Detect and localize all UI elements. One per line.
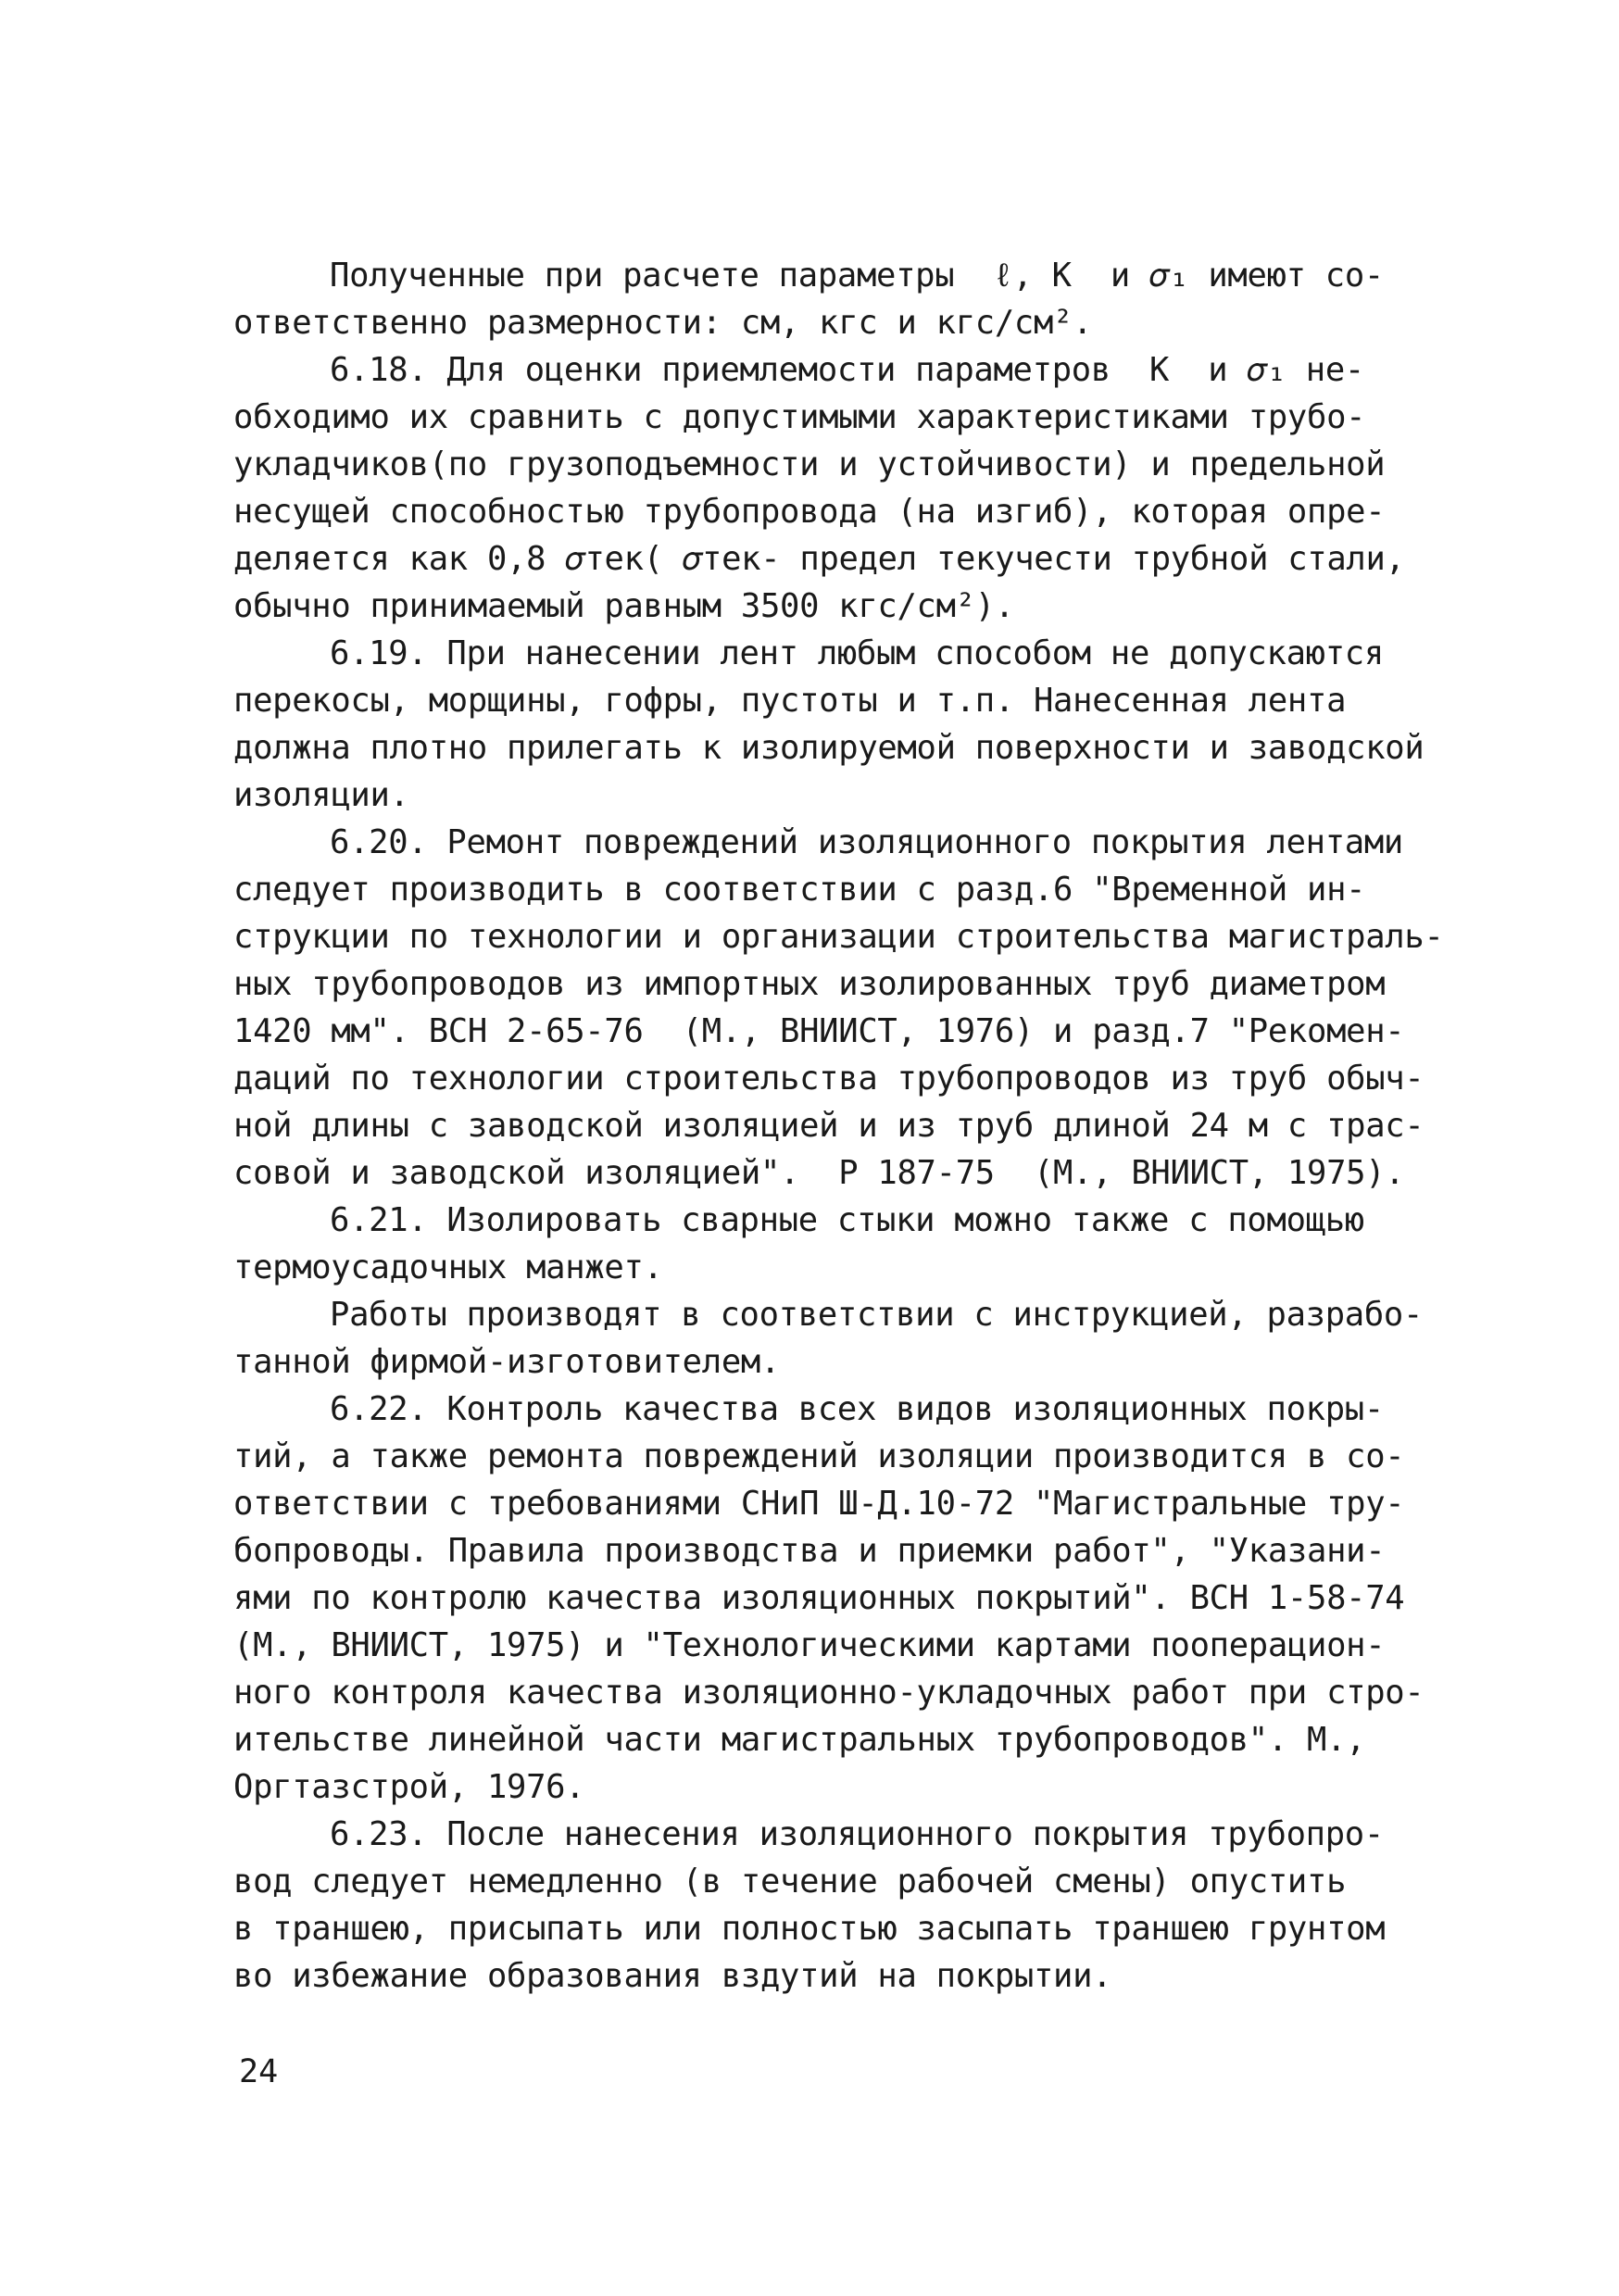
text-line: изоляции. (233, 776, 409, 814)
text-line: даций по технологии строительства трубопроводов из труб обыч- (233, 1060, 1424, 1098)
text-line: ного контроля качества изоляционно-укладочных работ при стро- (233, 1674, 1424, 1712)
text-line: вод следует немедленно (в течение рабочей смены) опустить (233, 1863, 1347, 1901)
text-line: обходимо их сравнить с допустимыми характеристиками трубо- (233, 398, 1366, 436)
text-line: танной фирмой-изготовителем. (233, 1343, 781, 1381)
text-line: во избежание образования вздутий на покрытии. (233, 1957, 1112, 1995)
text-line: ответствии с требованиями СНиП Ш-Д.10-72 "Магистральные тру- (233, 1485, 1405, 1523)
text-line: совой и заводской изоляцией". Р 187-75 (М., ВНИИСТ, 1975). (233, 1154, 1405, 1192)
page-number: 24 (239, 2053, 279, 2090)
text-line: деляется как 0,8 𝜎тек( 𝜎тек- предел текучести трубной стали, (233, 540, 1405, 578)
text-line: 1420 мм". ВСН 2-65-76 (М., ВНИИСТ, 1976) и разд.7 "Рекомен- (233, 1012, 1405, 1050)
text-line: перекосы, морщины, гофры, пустоты и т.п. Нанесенная лента (233, 682, 1347, 720)
text-line: следует производить в соответствии с разд.6 "Временной ин- (233, 871, 1366, 909)
text-line: ями по контролю качества изоляционных покрытий". ВСН 1-58-74 (233, 1579, 1405, 1617)
text-line: Полученные при расчете параметры ℓ, K и 𝜎₁ имеют со- (330, 257, 1385, 295)
text-line: в траншею, присыпать или полностью засыпать траншею грунтом (233, 1910, 1386, 1948)
section-6-22-line: 6.22. Контроль качества всех видов изоляционных покры- (330, 1390, 1384, 1428)
section-6-19-line: 6.19. При нанесении лент любым способом не допускаются (330, 634, 1384, 672)
text-line: обычно принимаемый равным 3500 кгс/см²). (233, 587, 1014, 625)
text-line: струкции по технологии и организации строительства магистраль- (233, 918, 1444, 956)
text-line: несущей способностью трубопровода (на изгиб), которая опре- (233, 493, 1386, 531)
text-line: (М., ВНИИСТ, 1975) и "Технологическими картами пооперацион- (233, 1626, 1386, 1664)
text-line: Работы производят в соответствии с инструкцией, разрабо- (330, 1296, 1424, 1334)
document-body (233, 252, 1444, 2000)
text-line: должна плотно прилегать к изолируемой поверхности и заводской (233, 729, 1424, 767)
text-line: ительстве линейной части магистральных трубопроводов". М., (233, 1721, 1366, 1759)
section-6-21-line: 6.21. Изолировать сварные стыки можно также с помощью (330, 1201, 1364, 1239)
text-line: укладчиков(по грузоподъемности и устойчивости) и предельной (233, 445, 1386, 483)
text-line: бопроводы. Правила производства и приемки работ", "Указани- (233, 1532, 1386, 1570)
text-line: ответственно размерности: см, кгс и кгс/см². (233, 304, 1093, 342)
section-6-20-line: 6.20. Ремонт повреждений изоляционного покрытия лентами (330, 823, 1404, 861)
text-line: ной длины с заводской изоляцией и из труб длиной 24 м с трас- (233, 1107, 1424, 1145)
section-6-23-line: 6.23. После нанесения изоляционного покрытия трубопро- (330, 1815, 1384, 1853)
text-line: Оргтазстрой, 1976. (233, 1768, 585, 1806)
text-line: термоусадочных манжет. (233, 1248, 663, 1286)
text-line: ных трубопроводов из импортных изолированных труб диаметром (233, 965, 1386, 1003)
text-line: тий, а также ремонта повреждений изоляции производится в со- (233, 1437, 1405, 1475)
section-6-18-line: 6.18. Для оценки приемлемости параметров K и 𝜎₁ не- (330, 351, 1364, 389)
